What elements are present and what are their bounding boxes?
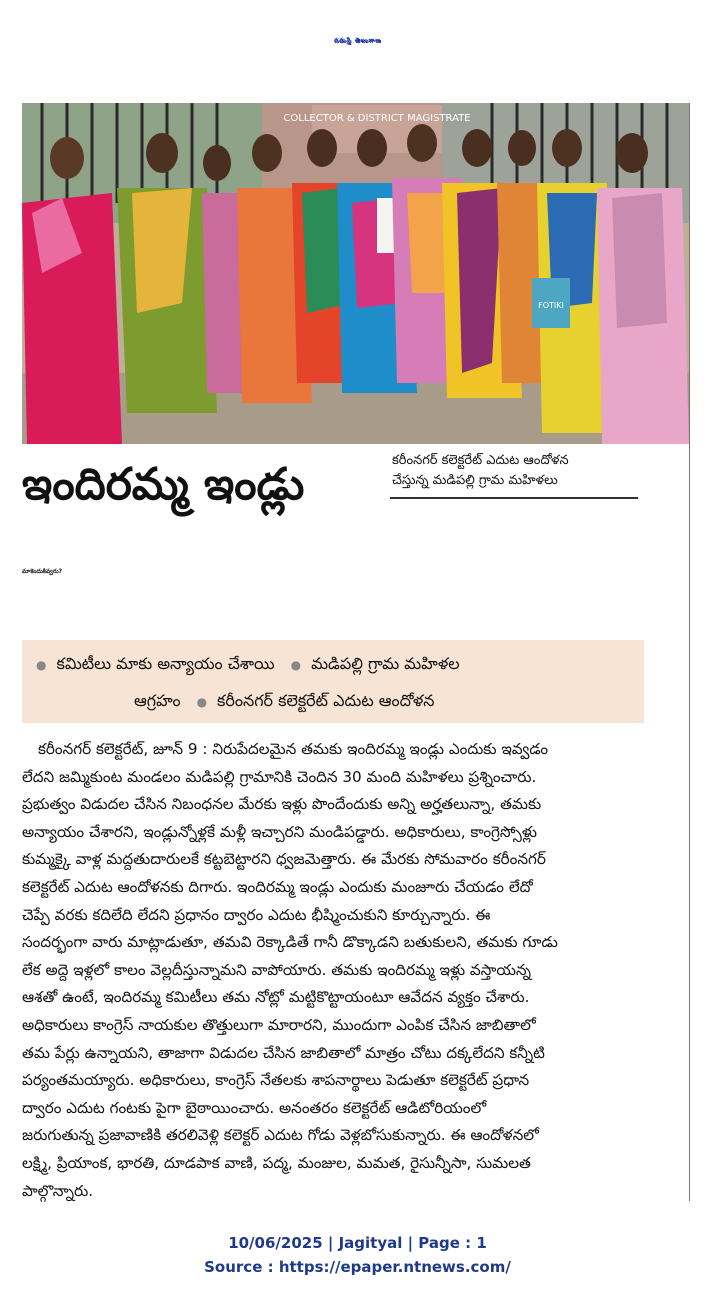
article-line: జరుగుతున్న ప్రజావాణికి తరలివెళ్లి కలెక్టర్ ఎదుట గోడు వెళ్లబోసుకున్నారు. ఈ ఆందోళనలో bbox=[22, 1126, 539, 1145]
article-line: అధికారులు కాంగ్రెస్ నాయకుల తొత్తులుగా మారారని, ముందుగా ఎంపిక చేసిన జాబితాలో bbox=[22, 1015, 536, 1034]
article-line: పర్యంతమయ్యారు. అధికారులు, కాంగ్రెస్ నేతలకు శాపనార్థాలు పెడుతూ కలెక్టరేట్ ప్రధాన bbox=[22, 1071, 530, 1090]
collector-sign-text: COLLECTOR & DISTRICT MAGISTRATE bbox=[283, 113, 471, 124]
highlight-item: కమిటీలు మాకు అన్యాయం చేశాయి bbox=[56, 654, 275, 673]
article-line: లక్ష్మి, ప్రియాంక, భారతి, దూడపాక వాణి, పద్మ, మంజుల, మమత, రైసున్నీసా, సుమలత bbox=[22, 1153, 531, 1172]
article-line: పాల్గొన్నారు. bbox=[22, 1181, 94, 1200]
article-line: చెప్పే వరకు కదిలేది లేదని ప్రధానం ద్వారం ఎదుట భీష్మించుకుని కూర్చున్నారు. ఈ bbox=[22, 905, 491, 924]
article-line: సందర్భంగా వారు మాట్లాడుతూ, తమవి రెక్కాడితే గానీ డొక్కాడని బతుకులని, తమకు గూడు bbox=[22, 933, 558, 952]
footer-dateline: 10/06/2025 | Jagityal | Page : 1 bbox=[228, 1234, 487, 1252]
article-line: లేక అద్దె ఇళ్లలో కాలం వెల్లదీస్తున్నామని వాపోయారు. తమకు ఇందిరమ్మ ఇళ్లు వస్తాయన్న bbox=[22, 960, 532, 979]
highlights-row bbox=[36, 646, 630, 683]
article-line: కరీంనగర్ కలెక్టరేట్, జూన్ 9 : నిరుపేదలమైన తమకు ఇందిరమ్మ ఇండ్లు ఎందుకు ఇవ్వడం bbox=[38, 740, 549, 758]
highlights-box bbox=[22, 640, 644, 723]
article-body bbox=[22, 736, 644, 1205]
masthead-logo: నమస్తే తెలంగాణ bbox=[333, 37, 382, 44]
highlight-item: కరీంనగర్ కలెక్టరేట్ ఎదుట ఆందోళన bbox=[217, 691, 435, 710]
bullet-icon: ● bbox=[290, 658, 302, 672]
highlights-row bbox=[36, 683, 630, 720]
article-line: ఆశతో ఉంటే, ఇందిరమ్మ కమిటీలు తమ నోట్లో మట్టికొట్టాయంటూ ఆవేదన వ్యక్తం చేశారు. bbox=[22, 988, 530, 1007]
article-line: కలెక్టరేట్ ఎదుట ఆందోళనకు దిగారు. ఇందిరమ్మ ఇండ్లు ఎందుకు మంజూరు చేయడం లేదో bbox=[22, 877, 533, 896]
caption-line: చేస్తున్న మడిపల్లి గ్రామ మహిళలు bbox=[392, 473, 558, 488]
bullet-icon: ● bbox=[196, 695, 208, 709]
caption-line: కరీంనగర్ కలెక్టరేట్ ఎదుట ఆందోళన bbox=[392, 453, 569, 468]
article-line: తమ పేర్లు ఉన్నాయని, తాజాగా విడుదల చేసిన జాబితాలో మాత్రం చోటు దక్కలేదని కన్నీటి bbox=[22, 1043, 545, 1062]
photo-caption bbox=[392, 451, 642, 491]
article-line: కుమ్మక్కై వాళ్ల మద్దతుదారులకే కట్టబెట్టారని ధ్వజమెత్తారు. ఈ మేరకు సోమవారం కరీంనగర్ bbox=[22, 850, 546, 869]
highlight-item: ఆగ్రహం bbox=[134, 691, 181, 710]
caption-underline bbox=[390, 497, 638, 499]
headline-line-1: ఇందిరమ్మ ఇండ్లు bbox=[22, 459, 305, 510]
highlight-item: మడిపల్లి గ్రామ మహిళల bbox=[311, 654, 460, 673]
article-line: లేదని జమ్మికుంట మండలం మడిపల్లి గ్రామానికి చెందిన 30 మంది మహిళలు ప్రశ్నించారు. bbox=[22, 767, 537, 786]
bullet-icon: ● bbox=[36, 658, 47, 672]
footer-source[interactable]: Source : https://epaper.ntnews.com/ bbox=[204, 1258, 511, 1276]
article-line: అన్యాయం చేశారని, ఇండ్లున్నోళ్లకే మళ్లీ ఇచ్చారని మండిపడ్డారు. అధికారులు, కాంగ్రెస్సోళ్లు bbox=[22, 822, 537, 841]
headline-line-2: మాకెందుకివ్వరు? bbox=[22, 568, 62, 575]
bag-text: FOTIKI bbox=[538, 301, 564, 310]
news-photo bbox=[22, 103, 689, 444]
article-line: ప్రభుత్వం విడుదల చేసిన నిబంధనల మేరకు ఇళ్లు పొందేందుకు అన్ని అర్హతలున్నా, తమకు bbox=[22, 795, 542, 814]
article-line: ద్వారం ఎదుట గంటకు పైగా బైఠాయించారు. అనంతరం కలెక్టరేట్ ఆడిటోరియంలో bbox=[22, 1098, 487, 1117]
column-divider bbox=[689, 103, 690, 1201]
